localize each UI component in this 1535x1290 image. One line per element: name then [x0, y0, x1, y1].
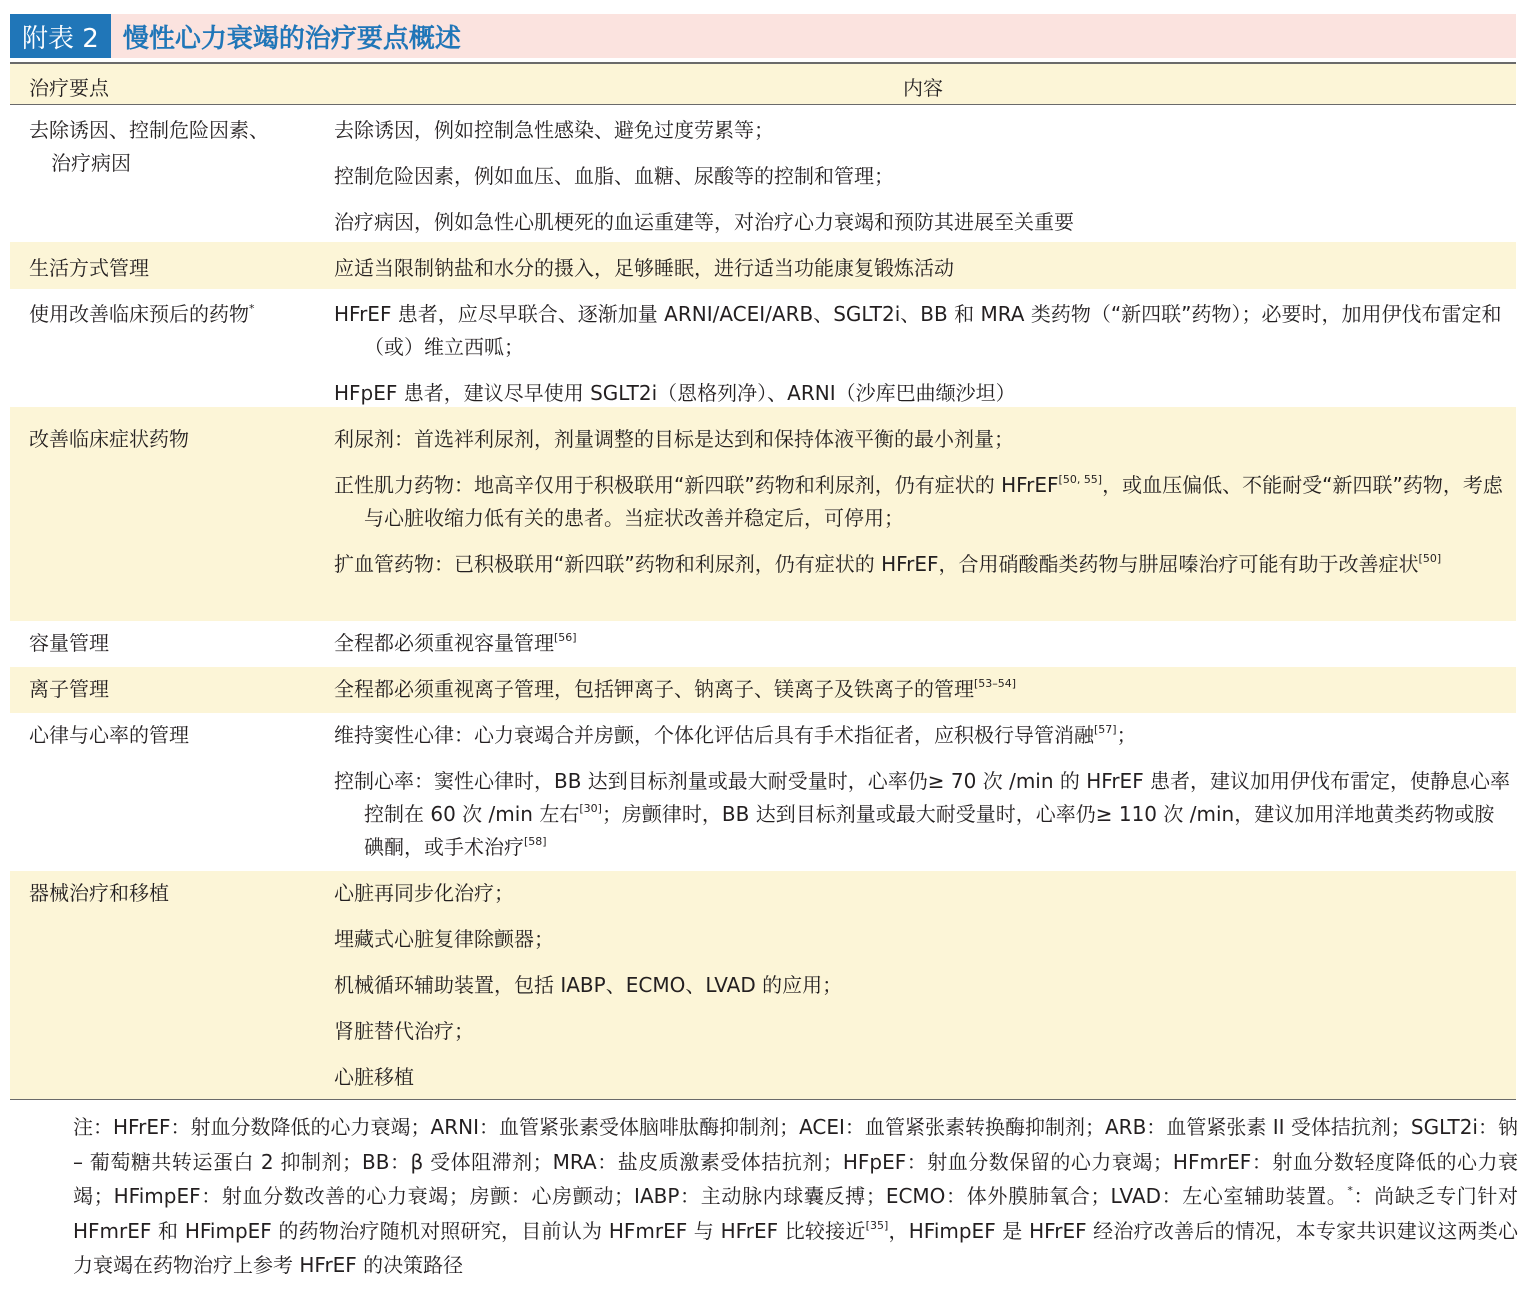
table-bottom-rule [10, 1099, 1516, 1100]
list-item: 心脏移植 [334, 1065, 414, 1089]
table-title: 慢性心力衰竭的治疗要点概述 [122, 23, 461, 54]
row-content [334, 298, 1512, 364]
list-item: 治疗病因，例如急性心肌梗死的血运重建等，对治疗心力衰竭和预防其进展至关重要 [334, 210, 1074, 234]
row-content [334, 969, 1512, 1002]
row-content [334, 923, 1512, 956]
category-line: 离子管理 [29, 677, 109, 701]
row-content [334, 160, 1512, 193]
row-content [334, 765, 1512, 864]
list-item: 心脏再同步化治疗； [334, 881, 514, 905]
list-item [334, 765, 1512, 864]
item-text: 扩血管药物：已积极联用“新四联”药物和利尿剂，仍有症状的 HFrEF，合用硝酸酯类药物与肼屈嗪治疗可能有助于改善症状 [334, 552, 1419, 576]
row-category [29, 673, 319, 706]
row-content [334, 206, 1512, 239]
item-text: ；房颤律时，BB 达到目标剂量或最大耐受量时，心率仍≥ 110 次 /min，建议加用洋地黄类药物或胺碘酮，或手术治疗 [364, 802, 1495, 859]
row-content [334, 377, 1512, 410]
row-category [29, 423, 319, 456]
header-col-content: 内容 [903, 76, 943, 100]
item-text: 全程都必须重视容量管理 [334, 631, 554, 655]
row-content [334, 877, 1512, 910]
citation: [58] [524, 835, 547, 848]
row-content [334, 673, 1512, 706]
category-line: 心律与心率的管理 [29, 723, 189, 747]
row-category [29, 114, 319, 180]
category-line: 去除诱因、控制危险因素、 [29, 118, 269, 142]
list-item: HFpEF 患者，建议尽早使用 SGLT2i（恩格列净）、ARNI（沙库巴曲缬沙坦） [334, 381, 1016, 405]
row-content [334, 627, 1512, 660]
row-category [29, 252, 319, 285]
item-text: 正性肌力药物：地高辛仅用于积极联用“新四联”药物和利尿剂，仍有症状的 HFrEF [334, 473, 1059, 497]
citation: [35] [865, 1218, 889, 1232]
category-line: 容量管理 [29, 631, 109, 655]
row-category [29, 719, 319, 752]
row-category [29, 877, 319, 910]
row-content [334, 1015, 1512, 1048]
footnote-remark: ，HFimpEF 是 HFrEF 经治疗改善后的情况，本专家共识建议这两类心力衰竭在药物治疗上参考 HFrEF 的决策路径 [73, 1218, 1518, 1277]
footnote-remark: ：尚缺乏专门针对 HFmrEF 和 HFimpEF 的药物治疗随机对照研究，目前认为 HFmrEF 与 HFrEF 比较接近 [73, 1184, 1518, 1243]
row-content [334, 114, 1512, 147]
row-category [29, 298, 319, 331]
item-text: 全程都必须重视离子管理，包括钾离子、钠离子、镁离子及铁离子的管理 [334, 677, 974, 701]
citation: [30] [579, 802, 602, 815]
row-content [334, 548, 1512, 581]
citation: [53–54] [974, 677, 1017, 690]
list-item [334, 469, 1512, 535]
category-line: 使用改善临床预后的药物 [29, 302, 249, 326]
row-category [29, 627, 319, 660]
category-line: 治疗病因 [51, 151, 131, 175]
row-content [334, 469, 1512, 535]
footnote-star: * [249, 302, 255, 315]
category-line: 改善临床症状药物 [29, 427, 189, 451]
list-item: 肾脏替代治疗； [334, 1019, 474, 1043]
citation: [50] [1418, 552, 1442, 565]
row-content [334, 423, 1512, 456]
table-title-bar [10, 14, 1516, 58]
table-footnote [18, 1110, 1518, 1283]
footnote-text [18, 1110, 1518, 1283]
row-content [334, 719, 1512, 752]
list-item: 应适当限制钠盐和水分的摄入，足够睡眠，进行适当功能康复锻炼活动 [334, 256, 954, 280]
row-content [334, 252, 1512, 285]
list-item [334, 548, 1512, 581]
table-number-badge: 附表 2 [10, 14, 111, 58]
footnote-star: * [1347, 1184, 1353, 1197]
row-content [334, 1061, 1512, 1094]
item-text: ，或血压偏低、不能耐受“新四联”药物，考虑与心脏收缩力低有关的患者。当症状改善并稳定后，可停用； [364, 473, 1503, 530]
header-col-key-points: 治疗要点 [29, 76, 109, 100]
item-text: 维持窦性心律：心力衰竭合并房颤，个体化评估后具有手术指征者，应积极行导管消融 [334, 723, 1094, 747]
list-item [334, 673, 1512, 706]
list-item: 利尿剂：首选袢利尿剂，剂量调整的目标是达到和保持体液平衡的最小剂量； [334, 427, 1014, 451]
list-item: 机械循环辅助装置，包括 IABP、ECMO、LVAD 的应用； [334, 973, 843, 997]
item-text: ； [1116, 723, 1137, 747]
list-item: HFrEF 患者，应尽早联合、逐渐加量 ARNI/ACEI/ARB、SGLT2i、BB 和 MRA 类药物（“新四联”药物）；必要时，加用伊伐布雷定和（或）维立西呱； [334, 302, 1502, 359]
citation: [56] [554, 631, 577, 644]
list-item: 控制危险因素，例如血压、血脂、血糖、尿酸等的控制和管理； [334, 164, 894, 188]
list-item: 去除诱因，例如控制急性感染、避免过度劳累等； [334, 118, 774, 142]
citation: [50, 55] [1058, 473, 1103, 486]
list-item: 埋藏式心脏复律除颤器； [334, 927, 554, 951]
table-header [10, 62, 1516, 105]
category-line: 生活方式管理 [29, 256, 149, 280]
item-text: 控制心率：窦性心律时，BB 达到目标剂量或最大耐受量时，心率仍≥ 70 次 /min 的 HFrEF 患者，建议加用伊伐布雷定，使静息心率控制在 60 次 /min 左右 [334, 769, 1511, 826]
list-item [334, 627, 1512, 660]
citation: [57] [1094, 723, 1117, 736]
list-item [334, 719, 1512, 752]
category-line: 器械治疗和移植 [29, 881, 169, 905]
footnote-abbreviations: 注：HFrEF：射血分数降低的心力衰竭；ARNI：血管紧张素受体脑啡肽酶抑制剂；ACEI：血管紧张素转换酶抑制剂；ARB：血管紧张素 II 受体拮抗剂；SGLT2i：钠 – 葡萄糖共转运蛋白 2 抑制剂；BB：β 受体阻滞剂；MRA：盐皮质激素受体拮抗剂；HFpEF：射血分数保留的心力衰竭；HFmrEF：射血分数轻度降低的心力衰竭；HFimpEF：射血分数改善的心力衰竭；房颤：心房颤动；IABP：主动脉内球囊反搏；ECMO：体外膜肺氧合；LVAD：左心室辅助装置。 [73, 1115, 1518, 1208]
